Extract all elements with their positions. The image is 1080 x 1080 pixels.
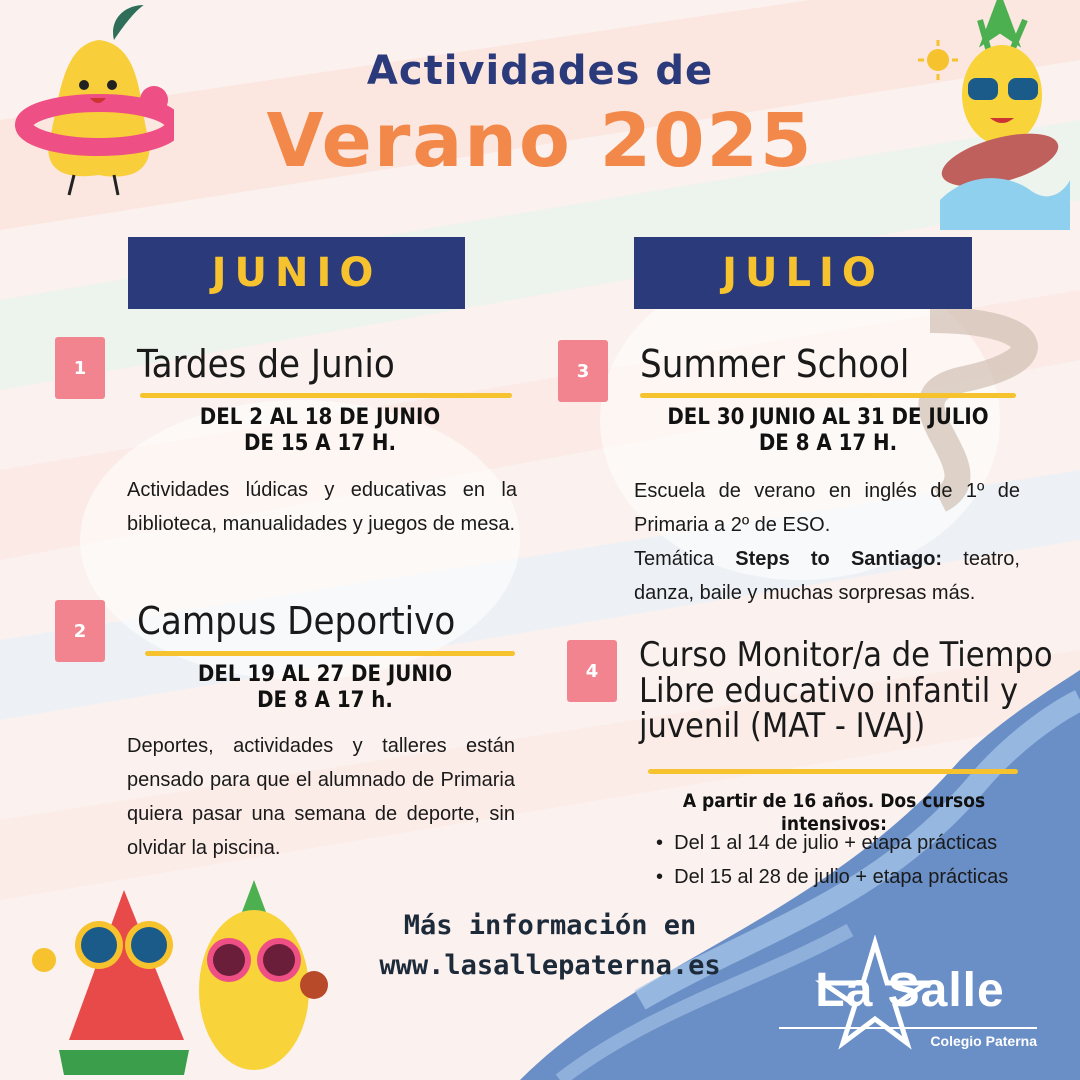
bullet-list [656,826,1008,894]
activity-number-3: 3 [558,340,608,402]
activity-dates-2 [140,662,510,715]
time-range: DE 8 A 17 H. [758,431,898,457]
title-line: Libre educativo infantil y [639,670,1019,711]
activity-description-2: Deportes, actividades y talleres están pensado para que el alumnado de Primaria quiera pasar una semana de deporte, sin olvidar la piscina. [127,735,515,859]
activity-title-2: Campus Deportivo [137,599,456,643]
activity-dates-3 [640,405,1016,458]
title-line2: Verano 2025 [266,98,814,184]
date-range: DEL 2 AL 18 DE JUNIO [199,405,441,430]
time-range: DE 15 A 17 H. [244,431,396,457]
activity-dates-1 [140,405,500,458]
logo-subtitle: Colegio Paterna [930,1033,1037,1049]
la-salle-logo [775,935,1045,1055]
date-range: DEL 30 JUNIO AL 31 DE JULIO [667,405,989,430]
activity-title-3: Summer School [640,342,910,386]
theme-text [634,542,1020,610]
more-info-label: Más información en [403,910,697,941]
activity-number-4: 4 [567,640,617,702]
list-item: • Del 15 al 28 de julio + etapa prácticas [656,866,1009,888]
title-line: juvenil (MAT - IVAJ) [639,706,926,747]
watermelon-pineapple-icon [14,880,344,1080]
activity-number-2: 2 [55,600,105,662]
activity-number-1: 1 [55,337,105,399]
more-info [340,906,760,986]
list-item: • Del 1 al 14 de julio + etapa prácticas [656,832,998,854]
title-line: Curso Monitor/a de Tiempo [639,635,1053,675]
title-line1: Actividades de [366,48,714,94]
activity-description-1: Actividades lúdicas y educativas en la biblioteca, manualidades y juegos de mesa. [127,479,517,535]
activity-subtitle-4: A partir de 16 años. Dos cursos intensivos: [682,790,986,835]
activity-description-3 [634,474,1020,610]
description-text: Escuela de verano en inglés de 1º de Primaria a 2º de ESO. [634,480,1020,536]
title-underline [640,393,1016,398]
title-underline [140,393,512,398]
title-underline [145,651,515,656]
logo-text: La Salle [815,964,1005,1017]
date-range: DEL 19 AL 27 DE JUNIO [197,662,453,687]
time-range: DE 8 A 17 h. [257,688,393,714]
month-banner-junio: JUNIO [128,237,465,309]
theme-name: Steps to Santiago: [735,548,943,570]
theme-prefix: Temática [634,548,736,570]
month-banner-julio: JULIO [634,237,972,309]
logo-divider [779,1027,1037,1029]
title-underline [648,769,1018,774]
activity-title-4 [639,635,1053,747]
activity-title-1: Tardes de Junio [137,342,395,386]
website-link[interactable]: www.lasallepaterna.es [379,950,721,981]
theme-rest: teatro, danza, baile y muchas sorpresas más. [634,548,1020,604]
